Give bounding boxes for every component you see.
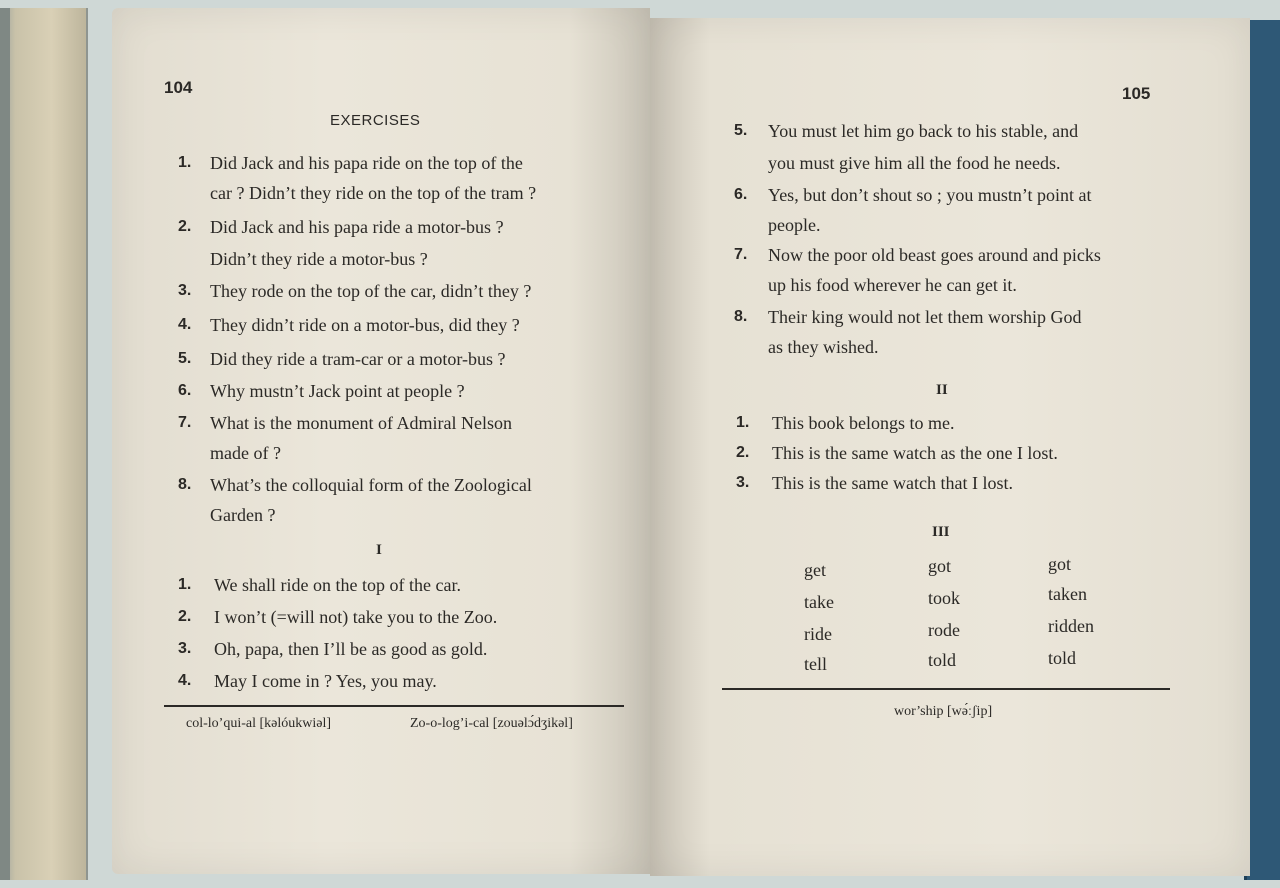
footnote-colloquial: col-lo’qui-al [kəlóukwiəl] [186, 716, 332, 731]
page-number-right: 105 [1122, 84, 1151, 103]
left-page: 104 EXERCISES 1. Did Jack and his papa ride on the top of the car ? Didn’t they ride on the top of the tram ? 2. Did Jack and his papa ride a motor-bus ? Didn’t they ride a motor-bus ? 3. They rode on the top of the car, didn’t they ? 4. They didn’t ride on a motor-bus, did they ? 5. Did they ride a tram-car or a motor-bus ? 6. Why mustn’t Jack point at people ? 7. What is the monument of Admiral Nelson made of ? 8. What’s the colloquial form of the Zoological Garden ? I 1. We shall ride on the top of the car. 2. I won’t (=will not) take you to the Zoo. 3. Oh, papa, then I’ll be as good as gold. 4. May I come in ? Yes, you may. col-lo’qui-al [kəlóukwiəl] Zo-o-log’i-cal [zouəlɔ́dʒikəl] [112, 8, 650, 874]
verb-past: told [928, 650, 957, 670]
verb-past: rode [928, 620, 960, 640]
section-i-label: I [376, 542, 382, 558]
verb-present: take [804, 592, 834, 612]
verb-present: get [804, 560, 826, 580]
verb-past: took [928, 588, 961, 608]
section-ii-label: II [936, 382, 948, 398]
verb-past: got [928, 556, 952, 576]
footnote-rule-left [164, 705, 624, 707]
page-number-left: 104 [164, 78, 193, 97]
footnote-worship: wor’ship [wə́ːʃip] [894, 704, 993, 719]
verb-participle: taken [1048, 584, 1087, 604]
verb-participle: got [1048, 554, 1072, 574]
footnote-zoological: Zo-o-log’i-cal [zouəlɔ́dʒikəl] [410, 716, 573, 731]
verb-present: tell [804, 654, 827, 674]
verb-present: ride [804, 624, 832, 644]
footnote-rule-right [722, 688, 1170, 690]
book-left-edge [0, 8, 88, 880]
section-iii-label: III [932, 524, 950, 540]
right-page: 105 5. You must let him go back to his stable, and you must give him all the food he needs. 6. Yes, but don’t shout so ; you mustn’t point at people. 7. Now the poor old beast goes around and picks up his food wherever he can get it. 8. Their king would not let them worship God as they wished. II 1. This book belongs to me. 2. This is the same watch as the one I lost. 3. This is the same watch that I lost. III get got got take took taken ride rode ridden tell told told wor’ship [wə́ːʃip] [650, 18, 1250, 876]
verb-participle: ridden [1048, 616, 1094, 636]
exercises-heading: EXERCISES [330, 112, 421, 129]
verb-participle: told [1048, 648, 1077, 668]
